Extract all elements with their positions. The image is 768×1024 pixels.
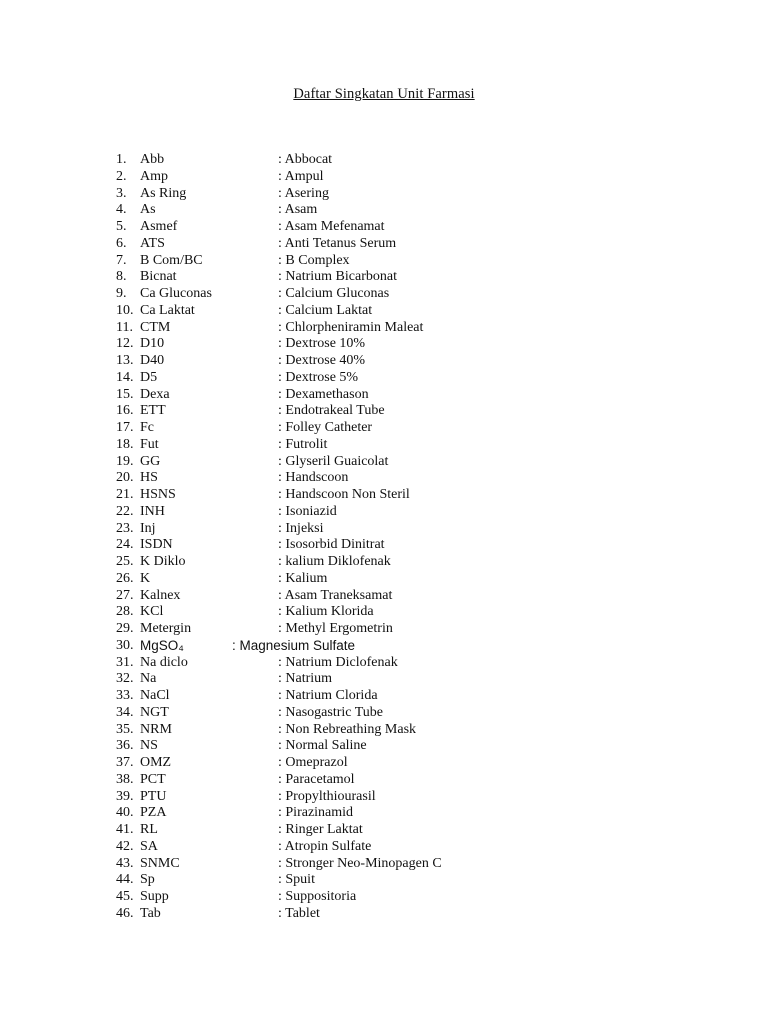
definition: : Stronger Neo-Minopagen C [278, 855, 442, 871]
definition: : Dextrose 40% [278, 353, 366, 368]
definition: : Ampul [278, 168, 324, 184]
abbreviation: As [140, 202, 156, 218]
abbreviation: K Diklo [140, 554, 186, 569]
item-number: 41. [116, 822, 134, 837]
list-item [0, 186, 768, 203]
list-item [0, 772, 768, 789]
definition: : Atropin Sulfate [278, 838, 372, 854]
abbreviation: B Com/BC [140, 252, 203, 268]
item-number: 4. [116, 202, 127, 218]
abbreviation: INH [140, 503, 165, 519]
list-item [0, 219, 768, 236]
abbreviation: D40 [140, 353, 165, 368]
item-number: 34. [116, 704, 134, 720]
definition: : Chlorpheniramin Maleat [278, 319, 424, 335]
item-number: 17. [116, 420, 134, 435]
list-item [0, 638, 768, 655]
item-number: 27. [116, 587, 134, 603]
item-number: 7. [116, 252, 127, 268]
abbreviation: Inj [140, 520, 156, 536]
list-item [0, 755, 768, 772]
abbreviation: Na [140, 671, 157, 687]
item-number: 20. [116, 470, 134, 486]
item-number: 24. [116, 537, 134, 553]
definition: : Methyl Ergometrin [278, 621, 393, 636]
definition: : Natrium Bicarbonat [278, 269, 397, 285]
definition: : Tablet [278, 905, 320, 921]
abbreviation: K [140, 570, 151, 586]
abbreviation: RL [140, 822, 158, 837]
definition: : Suppositoria [278, 889, 357, 904]
definition: : Dextrose 5% [278, 369, 359, 385]
abbreviation: Asmef [140, 219, 178, 234]
abbreviation: Sp [140, 872, 155, 888]
item-number: 21. [116, 487, 134, 502]
definition: : Dextrose 10% [278, 336, 366, 352]
abbreviation: Supp [140, 889, 169, 904]
abbreviation: GG [140, 453, 161, 469]
definition: : Asam Traneksamat [278, 587, 393, 603]
list-item [0, 688, 768, 705]
list-item [0, 152, 768, 169]
list-item [0, 387, 768, 404]
item-number: 30. [116, 637, 134, 653]
abbreviation: ATS [140, 235, 165, 251]
abbreviation: Kalnex [140, 587, 181, 603]
list-item [0, 537, 768, 554]
definition: : Pirazinamid [278, 805, 354, 821]
item-number: 18. [116, 436, 134, 452]
list-item [0, 253, 768, 270]
abbreviation: D10 [140, 336, 165, 352]
abbreviation: Fc [140, 420, 154, 435]
list-item [0, 738, 768, 755]
item-number: 5. [116, 219, 127, 234]
item-number: 16. [116, 403, 134, 419]
item-number: 43. [116, 855, 134, 871]
abbreviation: PTU [140, 788, 167, 804]
item-number: 12. [116, 336, 134, 352]
definition: : Natrium Clorida [278, 688, 378, 703]
definition: : Injeksi [278, 520, 324, 536]
abbreviation: Metergin [140, 621, 192, 636]
definition: : Endotrakeal Tube [278, 403, 385, 419]
abbreviation: As Ring [140, 185, 187, 201]
list-item [0, 169, 768, 186]
item-number: 32. [116, 671, 134, 687]
item-number: 31. [116, 654, 134, 670]
list-item [0, 722, 768, 739]
list-item [0, 202, 768, 219]
abbreviation: Bicnat [140, 269, 177, 285]
definition: : Asering [278, 185, 329, 201]
definition: : Folley Catheter [278, 420, 373, 435]
definition: : Propylthiourasil [278, 788, 376, 804]
abbreviation: NS [140, 738, 158, 754]
definition: : Paracetamol [278, 771, 355, 787]
definition: : Natrium Diclofenak [278, 654, 398, 670]
list-item [0, 822, 768, 839]
definition: : Calcium Laktat [278, 302, 373, 318]
abbreviation: MgSO₄ [140, 637, 184, 653]
list-item [0, 889, 768, 906]
list-item [0, 655, 768, 672]
definition: : Abbocat [278, 152, 333, 167]
list-item [0, 420, 768, 437]
abbreviation-list [0, 152, 768, 923]
definition: : Kalium [278, 570, 328, 586]
definition: : Handscoon [278, 470, 349, 486]
item-number: 36. [116, 738, 134, 754]
list-item [0, 353, 768, 370]
item-number: 11. [116, 319, 133, 335]
abbreviation: Na diclo [140, 654, 188, 670]
list-item [0, 872, 768, 889]
page-title: Daftar Singkatan Unit Farmasi [293, 86, 475, 102]
list-item [0, 286, 768, 303]
definition: : Nasogastric Tube [278, 704, 383, 720]
item-number: 10. [116, 302, 134, 318]
list-item [0, 269, 768, 286]
definition: : Asam Mefenamat [278, 219, 385, 234]
list-item [0, 906, 768, 923]
definition: : Natrium [278, 671, 333, 687]
definition: : Ringer Laktat [278, 822, 363, 837]
list-item [0, 856, 768, 873]
abbreviation: KCl [140, 604, 164, 620]
list-item [0, 303, 768, 320]
list-item [0, 504, 768, 521]
abbreviation: Ca Laktat [140, 302, 195, 318]
item-number: 46. [116, 905, 134, 921]
abbreviation: NGT [140, 704, 169, 720]
abbreviation: HSNS [140, 487, 176, 502]
item-number: 15. [116, 386, 134, 402]
abbreviation: Fut [140, 436, 159, 452]
definition: : Isosorbid Dinitrat [278, 537, 385, 553]
abbreviation: ETT [140, 403, 166, 419]
definition: : Dexamethason [278, 386, 369, 402]
abbreviation: CTM [140, 319, 171, 335]
list-item [0, 621, 768, 638]
item-number: 26. [116, 570, 134, 586]
item-number: 39. [116, 788, 134, 804]
definition: : Omeprazol [278, 755, 348, 770]
abbreviation: PZA [140, 805, 167, 821]
item-number: 13. [116, 353, 134, 368]
abbreviation: Tab [140, 905, 161, 921]
definition: : Spuit [278, 872, 315, 888]
abbreviation: ISDN [140, 537, 173, 553]
list-item [0, 370, 768, 387]
definition: : Handscoon Non Steril [278, 487, 410, 502]
item-number: 29. [116, 621, 134, 636]
list-item [0, 588, 768, 605]
abbreviation: Ca Gluconas [140, 286, 212, 301]
item-number: 6. [116, 235, 127, 251]
list-item [0, 705, 768, 722]
item-number: 9. [116, 286, 127, 301]
item-number: 22. [116, 503, 134, 519]
definition: : Asam [278, 202, 318, 218]
item-number: 14. [116, 369, 134, 385]
abbreviation: Dexa [140, 386, 170, 402]
definition: : Glyseril Guaicolat [278, 453, 389, 469]
definition: : Isoniazid [278, 503, 337, 519]
definition: : Normal Saline [278, 738, 367, 754]
item-number: 38. [116, 771, 134, 787]
item-number: 37. [116, 755, 134, 770]
abbreviation: NaCl [140, 688, 170, 703]
abbreviation: HS [140, 470, 158, 486]
abbreviation: NRM [140, 721, 172, 737]
item-number: 2. [116, 168, 127, 184]
definition: : B Complex [278, 252, 350, 268]
item-number: 19. [116, 453, 134, 469]
definition: : Kalium Klorida [278, 604, 374, 620]
list-item [0, 671, 768, 688]
abbreviation: PCT [140, 771, 166, 787]
list-item [0, 604, 768, 621]
list-item [0, 470, 768, 487]
definition: : Calcium Gluconas [278, 286, 390, 301]
item-number: 23. [116, 520, 134, 536]
list-item [0, 403, 768, 420]
list-item [0, 487, 768, 504]
definition: : Magnesium Sulfate [232, 637, 356, 653]
item-number: 28. [116, 604, 134, 620]
item-number: 45. [116, 889, 134, 904]
item-number: 44. [116, 872, 134, 888]
item-number: 3. [116, 185, 127, 201]
list-item [0, 839, 768, 856]
item-number: 8. [116, 269, 127, 285]
item-number: 25. [116, 554, 134, 569]
item-number: 33. [116, 688, 134, 703]
abbreviation: SNMC [140, 855, 180, 871]
item-number: 40. [116, 805, 134, 821]
abbreviation: SA [140, 838, 158, 854]
definition: : kalium Diklofenak [278, 554, 391, 569]
item-number: 42. [116, 838, 134, 854]
list-item [0, 805, 768, 822]
definition: : Futrolit [278, 436, 328, 452]
abbreviation: Abb [140, 152, 165, 167]
item-number: 1. [116, 152, 127, 167]
item-number: 35. [116, 721, 134, 737]
list-item [0, 789, 768, 806]
list-item [0, 336, 768, 353]
abbreviation: OMZ [140, 755, 172, 770]
list-item [0, 521, 768, 538]
definition: : Anti Tetanus Serum [278, 235, 397, 251]
list-item [0, 454, 768, 471]
list-item [0, 554, 768, 571]
abbreviation: Amp [140, 168, 168, 184]
list-item [0, 320, 768, 337]
list-item [0, 236, 768, 253]
list-item [0, 571, 768, 588]
list-item [0, 437, 768, 454]
abbreviation: D5 [140, 369, 158, 385]
definition: : Non Rebreathing Mask [278, 721, 417, 737]
